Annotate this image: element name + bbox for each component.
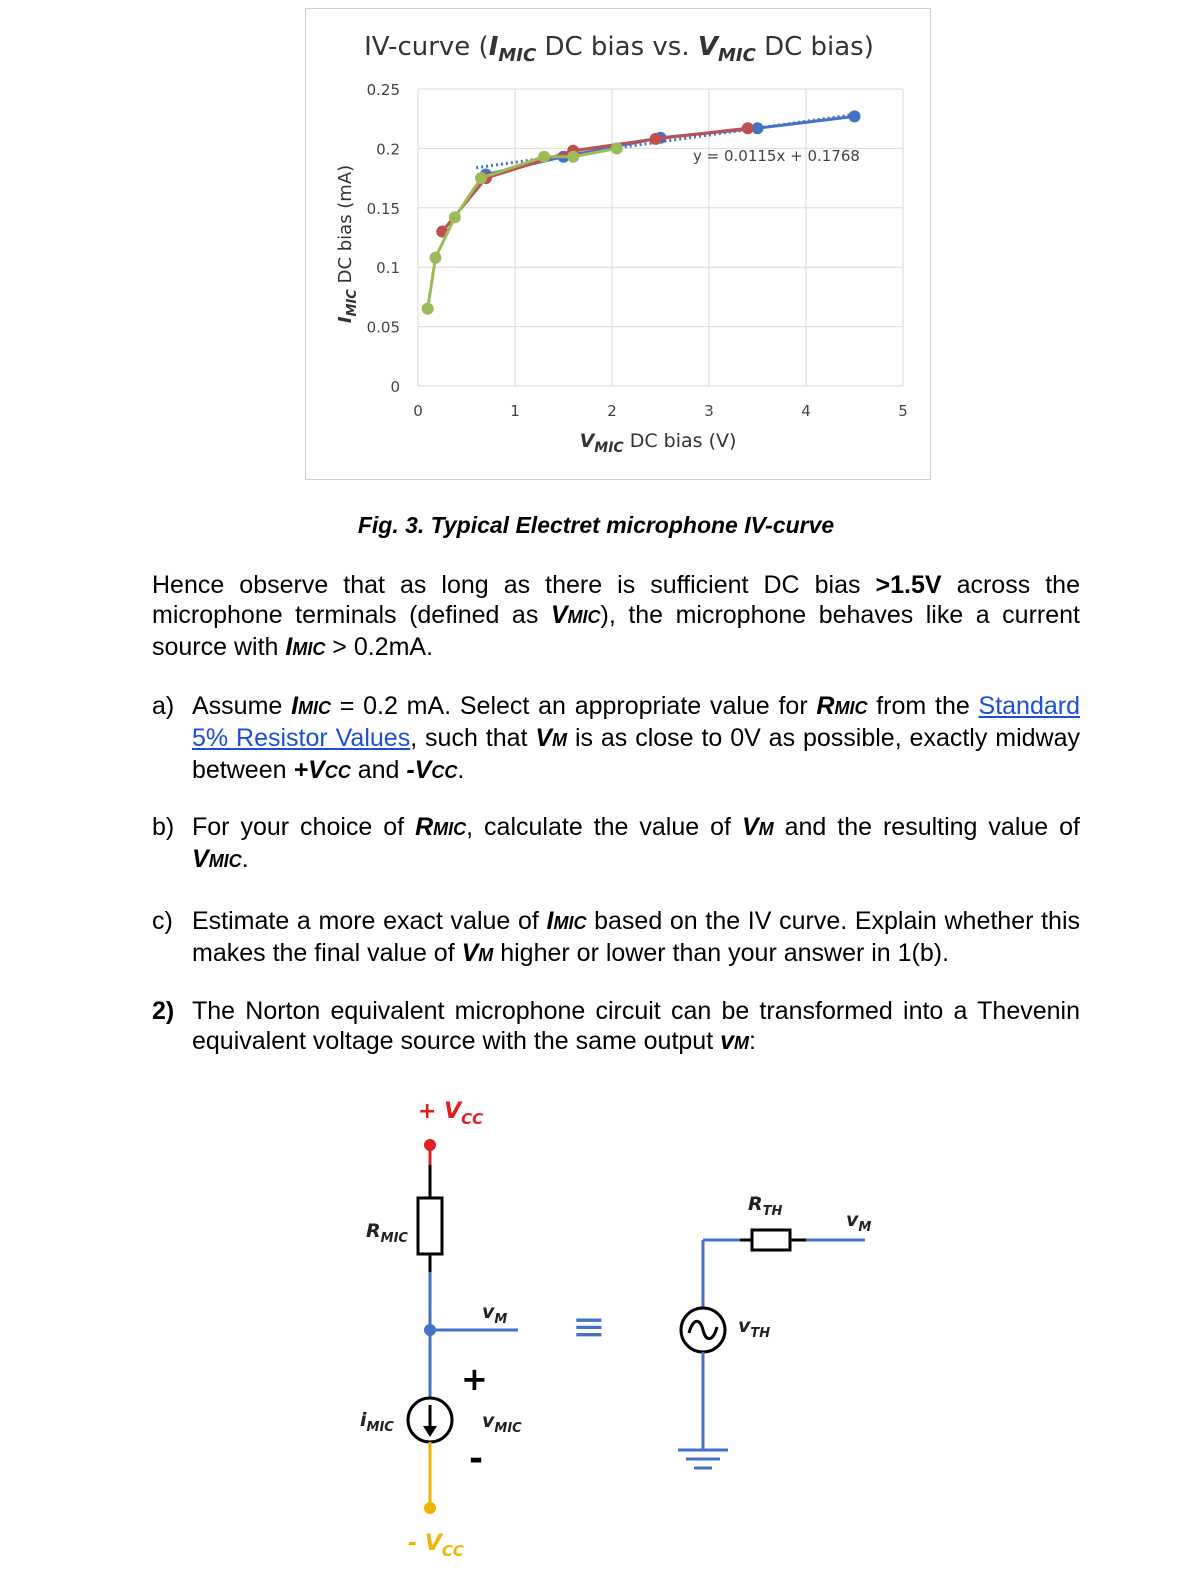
y-tick-label: 0.25 bbox=[366, 81, 400, 99]
chart-container bbox=[305, 8, 931, 480]
figure-caption: Fig. 3. Typical Electret microphone IV-curve bbox=[357, 512, 835, 538]
series-line-blue bbox=[486, 116, 855, 174]
y-tick-label: 0 bbox=[390, 378, 400, 396]
x-tick-label: 0 bbox=[413, 402, 423, 420]
imic-label: $i_{MIC}$ bbox=[360, 1409, 394, 1435]
data-point-green bbox=[611, 142, 623, 154]
y-tick-label: 0.1 bbox=[376, 259, 400, 278]
x-axis-label: $V_{MIC}$ DC bias (V) bbox=[579, 430, 737, 456]
y-tick-label: 0.2 bbox=[376, 140, 400, 159]
x-tick-label: 2 bbox=[607, 402, 617, 420]
vm2-label: $v_M$ bbox=[846, 1209, 872, 1235]
plus-sign: + bbox=[461, 1360, 488, 1398]
circuit-diagram bbox=[0, 1080, 1192, 1580]
trendline-label: y = 0.0115x + 0.1768 bbox=[693, 147, 860, 165]
vmic-label: $v_{MIC}$ bbox=[482, 1410, 522, 1436]
y-tick-label: 0.05 bbox=[366, 318, 400, 337]
data-point-green bbox=[475, 172, 487, 184]
y-axis-label: $I_{MIC}$ DC bias (mA) bbox=[335, 164, 360, 324]
equivalence-symbol: ≡ bbox=[572, 1304, 606, 1350]
iv-chart bbox=[306, 9, 932, 481]
data-point-green bbox=[429, 252, 441, 264]
minus-sign: - bbox=[469, 1439, 484, 1479]
chart-title: IV-curve ($I_{MIC}$ DC bias vs. $V_{MIC}$ DC bias) bbox=[364, 32, 874, 66]
vcc-minus-label: - $V_{CC}$ bbox=[408, 1531, 464, 1560]
data-point-blue bbox=[849, 110, 861, 122]
data-point-green bbox=[567, 151, 579, 163]
vth-label: $v_{TH}$ bbox=[738, 1315, 771, 1341]
rth-resistor bbox=[752, 1230, 790, 1250]
vcc-node bbox=[424, 1139, 436, 1151]
rmic-resistor bbox=[418, 1198, 442, 1254]
intro-paragraph: Hence observe that as long as there is sufficient DC bias >1.5V across the microphone terminals (defined as VMIC), the microphone behaves like a current source with IMIC > 0.2mA. bbox=[152, 571, 1080, 661]
y-tick-label: 0.15 bbox=[366, 199, 400, 218]
data-point-green bbox=[538, 151, 550, 163]
x-tick-label: 3 bbox=[704, 402, 714, 420]
data-point-green bbox=[449, 211, 461, 223]
vm-node bbox=[424, 1324, 436, 1336]
x-tick-label: 5 bbox=[898, 402, 908, 420]
rmic-label: $R_{MIC}$ bbox=[366, 1220, 408, 1246]
rth-label: $R_{TH}$ bbox=[748, 1193, 783, 1219]
vee-node bbox=[424, 1502, 436, 1514]
series-line-green bbox=[428, 148, 617, 308]
data-point-green bbox=[422, 303, 434, 315]
x-tick-label: 1 bbox=[510, 402, 520, 420]
data-point-red bbox=[650, 133, 662, 145]
vm-label: $v_M$ bbox=[482, 1301, 508, 1327]
x-tick-label: 4 bbox=[801, 402, 811, 420]
resistor-values-link[interactable]: Standard 5% Resistor Values bbox=[192, 692, 1080, 752]
vcc-plus-label: + $V_{CC}$ bbox=[418, 1099, 484, 1128]
data-point-red bbox=[742, 122, 754, 134]
